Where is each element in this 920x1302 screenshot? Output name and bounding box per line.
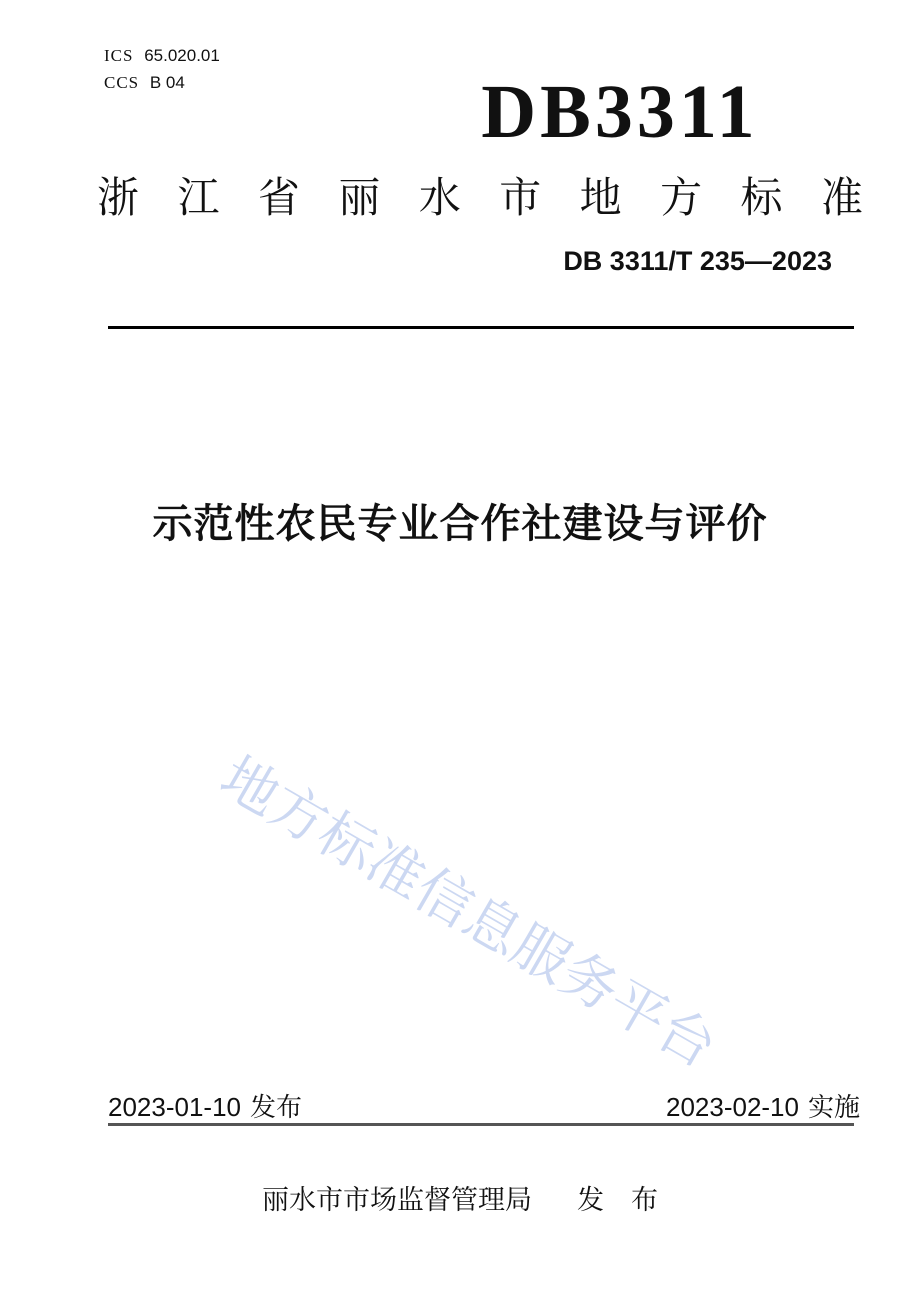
publisher-name: 丽水市市场监督管理局 [262,1185,532,1215]
standard-type-heading: 浙 江 省 丽 水 市 地 方 标 准 [97,174,863,221]
ccs-value: B 04 [149,73,185,93]
top-rule [108,326,854,329]
implement-date-line [666,1094,860,1120]
standard-number: DB 3311/T 235—2023 [563,246,832,276]
issue-label: 发布 [250,1092,303,1122]
ics-label: ICS [104,46,134,65]
document-title: 示范性农民专业合作社建设与评价 [152,502,768,546]
ccs-label: CCS [104,73,140,93]
ccs-row [104,69,220,96]
publish-label: 发 布 [577,1185,658,1215]
classification-block [104,42,220,96]
ics-value: 65.020.01 [144,46,220,65]
implement-date: 2023-02-10 [665,1092,799,1122]
watermark-text: 地方标准信息服务平台 [210,744,727,1080]
implement-label: 实施 [807,1092,860,1122]
publisher-line [0,1186,920,1216]
db-code: DB3311 [481,70,759,154]
ics-row [104,42,220,69]
issue-date-line [108,1094,302,1120]
issue-date: 2023-01-10 [108,1092,241,1122]
bottom-rule [108,1123,854,1126]
